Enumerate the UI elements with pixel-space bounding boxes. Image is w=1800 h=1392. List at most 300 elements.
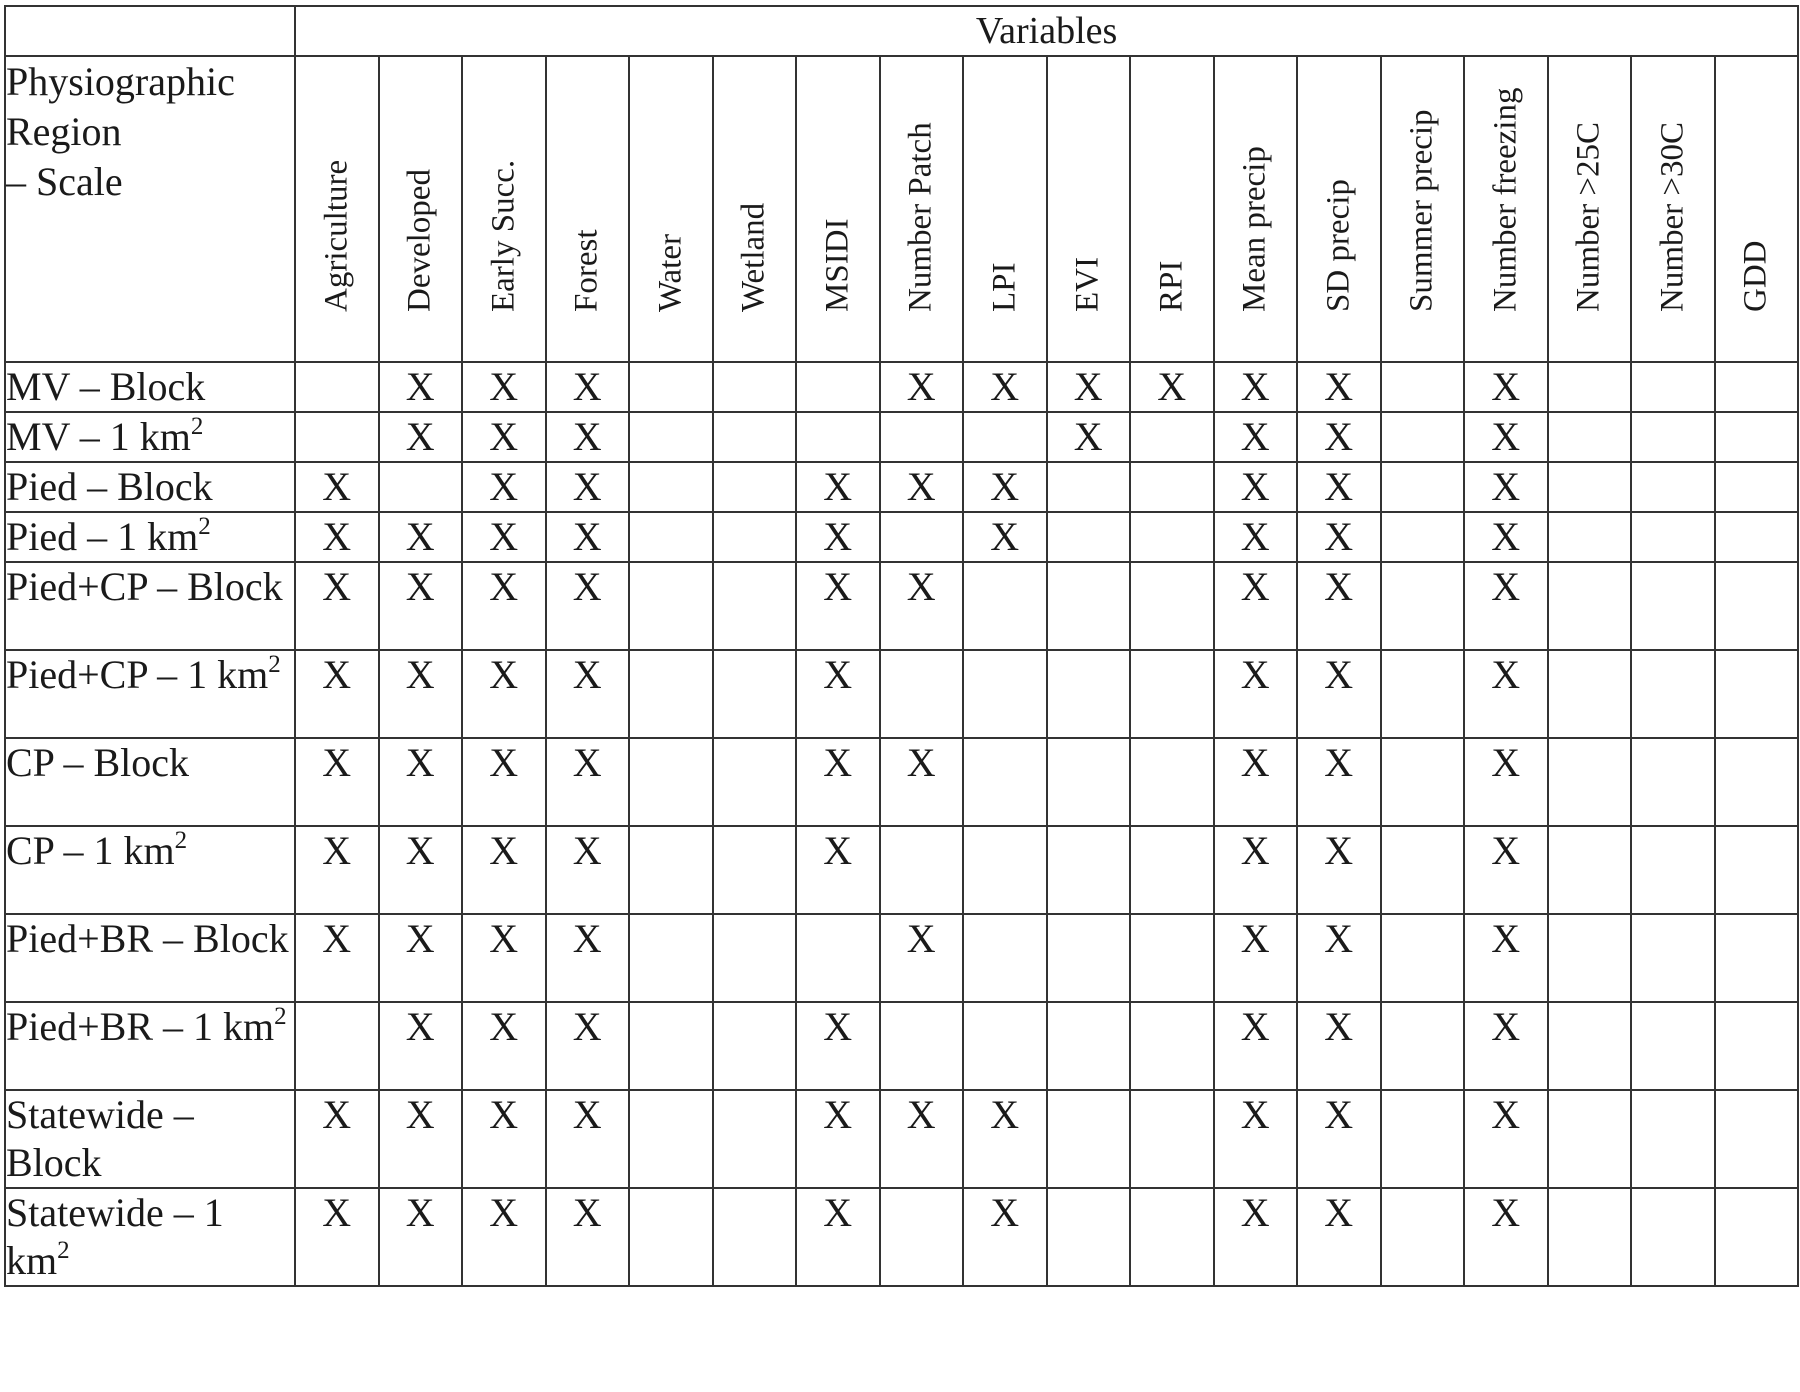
region-scale-cell bbox=[5, 412, 295, 462]
mark-cell-gdd bbox=[1715, 412, 1799, 462]
col-header-label: Number >30C bbox=[1654, 121, 1691, 312]
superscript: 2 bbox=[198, 513, 211, 540]
mark-cell-evi bbox=[1047, 914, 1131, 1002]
x-mark: X bbox=[1073, 414, 1103, 459]
region-scale-header: Physiographic Region – Scale bbox=[5, 56, 295, 362]
mark-cell-rpi bbox=[1130, 826, 1214, 914]
mark-cell-gdd bbox=[1715, 512, 1799, 562]
x-mark: X bbox=[1491, 652, 1521, 697]
column-header-row bbox=[5, 56, 1798, 362]
mark-cell-msidi bbox=[796, 462, 880, 512]
x-mark: X bbox=[823, 1092, 853, 1137]
mark-cell-summer-precip bbox=[1381, 362, 1465, 412]
region-scale-label: Pied+CP – 1 km bbox=[6, 652, 269, 697]
x-mark: X bbox=[322, 464, 352, 509]
mark-cell-forest bbox=[546, 1002, 630, 1090]
col-header-early-succ bbox=[462, 56, 546, 362]
mark-cell-gdd bbox=[1715, 1090, 1799, 1188]
mark-cell-developed bbox=[379, 1090, 463, 1188]
mark-cell-number-freezing bbox=[1464, 914, 1548, 1002]
mark-cell-water bbox=[629, 1188, 713, 1286]
x-mark: X bbox=[405, 514, 435, 559]
mark-cell-agriculture bbox=[295, 362, 379, 412]
x-mark: X bbox=[489, 464, 519, 509]
region-scale-label: Pied+CP – Block bbox=[6, 564, 283, 609]
region-scale-cell bbox=[5, 1002, 295, 1090]
x-mark: X bbox=[1324, 464, 1354, 509]
x-mark: X bbox=[823, 1190, 853, 1235]
table-row bbox=[5, 1002, 1798, 1090]
mark-cell-number-gt-30c bbox=[1631, 650, 1715, 738]
mark-cell-lpi bbox=[963, 1188, 1047, 1286]
region-scale-label: CP – 1 km bbox=[6, 828, 175, 873]
x-mark: X bbox=[489, 1190, 519, 1235]
mark-cell-lpi bbox=[963, 512, 1047, 562]
mark-cell-gdd bbox=[1715, 826, 1799, 914]
mark-cell-agriculture bbox=[295, 650, 379, 738]
x-mark: X bbox=[489, 916, 519, 961]
x-mark: X bbox=[906, 1092, 936, 1137]
mark-cell-summer-precip bbox=[1381, 650, 1465, 738]
mark-cell-number-patch bbox=[880, 650, 964, 738]
mark-cell-water bbox=[629, 362, 713, 412]
col-header-label: EVI bbox=[1069, 257, 1106, 312]
mark-cell-lpi bbox=[963, 826, 1047, 914]
mark-cell-number-gt-30c bbox=[1631, 914, 1715, 1002]
col-header-water bbox=[629, 56, 713, 362]
mark-cell-developed bbox=[379, 462, 463, 512]
x-mark: X bbox=[906, 564, 936, 609]
col-header-label: LPI bbox=[986, 262, 1023, 312]
mark-cell-mean-precip bbox=[1214, 738, 1298, 826]
mark-cell-sd-precip bbox=[1297, 650, 1381, 738]
x-mark: X bbox=[405, 1190, 435, 1235]
mark-cell-water bbox=[629, 914, 713, 1002]
col-header-summer-precip bbox=[1381, 56, 1465, 362]
x-mark: X bbox=[405, 916, 435, 961]
x-mark: X bbox=[572, 828, 602, 873]
mark-cell-agriculture bbox=[295, 562, 379, 650]
x-mark: X bbox=[405, 1004, 435, 1049]
x-mark: X bbox=[1491, 1092, 1521, 1137]
region-scale-label: CP – Block bbox=[6, 740, 189, 785]
mark-cell-gdd bbox=[1715, 1188, 1799, 1286]
mark-cell-sd-precip bbox=[1297, 412, 1381, 462]
mark-cell-summer-precip bbox=[1381, 914, 1465, 1002]
mark-cell-wetland bbox=[713, 826, 797, 914]
mark-cell-sd-precip bbox=[1297, 1002, 1381, 1090]
x-mark: X bbox=[823, 564, 853, 609]
mark-cell-number-freezing bbox=[1464, 512, 1548, 562]
mark-cell-number-gt-25c bbox=[1548, 650, 1632, 738]
x-mark: X bbox=[1491, 916, 1521, 961]
col-header-label: RPI bbox=[1153, 260, 1190, 312]
mark-cell-rpi bbox=[1130, 512, 1214, 562]
region-scale-cell bbox=[5, 512, 295, 562]
mark-cell-early-succ bbox=[462, 412, 546, 462]
mark-cell-agriculture bbox=[295, 1188, 379, 1286]
mark-cell-number-gt-25c bbox=[1548, 412, 1632, 462]
x-mark: X bbox=[489, 652, 519, 697]
x-mark: X bbox=[1491, 464, 1521, 509]
mark-cell-number-gt-30c bbox=[1631, 826, 1715, 914]
x-mark: X bbox=[322, 1190, 352, 1235]
mark-cell-rpi bbox=[1130, 1090, 1214, 1188]
mark-cell-number-gt-30c bbox=[1631, 412, 1715, 462]
x-mark: X bbox=[405, 652, 435, 697]
region-scale-cell bbox=[5, 362, 295, 412]
mark-cell-gdd bbox=[1715, 462, 1799, 512]
mark-cell-msidi bbox=[796, 512, 880, 562]
col-header-label: Number Patch bbox=[902, 122, 939, 312]
region-scale-label: Pied – Block bbox=[6, 464, 213, 509]
mark-cell-sd-precip bbox=[1297, 826, 1381, 914]
mark-cell-number-freezing bbox=[1464, 1002, 1548, 1090]
mark-cell-number-gt-30c bbox=[1631, 1188, 1715, 1286]
x-mark: X bbox=[489, 828, 519, 873]
x-mark: X bbox=[1240, 828, 1270, 873]
mark-cell-number-gt-30c bbox=[1631, 362, 1715, 412]
mark-cell-forest bbox=[546, 362, 630, 412]
mark-cell-rpi bbox=[1130, 412, 1214, 462]
table-row bbox=[5, 362, 1798, 412]
mark-cell-msidi bbox=[796, 412, 880, 462]
superscript: 2 bbox=[274, 1003, 287, 1030]
mark-cell-agriculture bbox=[295, 1002, 379, 1090]
x-mark: X bbox=[1491, 564, 1521, 609]
x-mark: X bbox=[906, 740, 936, 785]
x-mark: X bbox=[405, 564, 435, 609]
x-mark: X bbox=[572, 414, 602, 459]
mark-cell-early-succ bbox=[462, 462, 546, 512]
mark-cell-number-freezing bbox=[1464, 1188, 1548, 1286]
x-mark: X bbox=[572, 364, 602, 409]
mark-cell-developed bbox=[379, 914, 463, 1002]
col-header-gdd bbox=[1715, 56, 1799, 362]
superscript: 2 bbox=[57, 1237, 70, 1264]
col-header-label: Early Succ. bbox=[485, 159, 522, 312]
mark-cell-msidi bbox=[796, 914, 880, 1002]
mark-cell-sd-precip bbox=[1297, 562, 1381, 650]
mark-cell-mean-precip bbox=[1214, 562, 1298, 650]
superscript: 2 bbox=[174, 827, 188, 854]
mark-cell-number-gt-25c bbox=[1548, 1188, 1632, 1286]
x-mark: X bbox=[990, 1092, 1020, 1137]
x-mark: X bbox=[1240, 364, 1270, 409]
x-mark: X bbox=[1240, 916, 1270, 961]
mark-cell-forest bbox=[546, 738, 630, 826]
mark-cell-number-gt-30c bbox=[1631, 1090, 1715, 1188]
mark-cell-msidi bbox=[796, 362, 880, 412]
mark-cell-gdd bbox=[1715, 1002, 1799, 1090]
mark-cell-mean-precip bbox=[1214, 362, 1298, 412]
mark-cell-early-succ bbox=[462, 914, 546, 1002]
mark-cell-evi bbox=[1047, 650, 1131, 738]
x-mark: X bbox=[1240, 414, 1270, 459]
mark-cell-evi bbox=[1047, 826, 1131, 914]
mark-cell-evi bbox=[1047, 1188, 1131, 1286]
variables-table bbox=[4, 5, 1799, 1287]
mark-cell-msidi bbox=[796, 826, 880, 914]
x-mark: X bbox=[1240, 1190, 1270, 1235]
mark-cell-early-succ bbox=[462, 650, 546, 738]
mark-cell-gdd bbox=[1715, 362, 1799, 412]
x-mark: X bbox=[1491, 828, 1521, 873]
mark-cell-number-freezing bbox=[1464, 462, 1548, 512]
x-mark: X bbox=[405, 740, 435, 785]
superscript: 2 bbox=[268, 651, 281, 678]
mark-cell-early-succ bbox=[462, 1090, 546, 1188]
x-mark: X bbox=[823, 652, 853, 697]
mark-cell-rpi bbox=[1130, 738, 1214, 826]
mark-cell-number-freezing bbox=[1464, 826, 1548, 914]
mark-cell-number-patch bbox=[880, 914, 964, 1002]
mark-cell-mean-precip bbox=[1214, 412, 1298, 462]
mark-cell-summer-precip bbox=[1381, 512, 1465, 562]
mark-cell-sd-precip bbox=[1297, 914, 1381, 1002]
mark-cell-number-gt-25c bbox=[1548, 1002, 1632, 1090]
mark-cell-wetland bbox=[713, 362, 797, 412]
mark-cell-water bbox=[629, 462, 713, 512]
mark-cell-mean-precip bbox=[1214, 1002, 1298, 1090]
mark-cell-number-gt-30c bbox=[1631, 462, 1715, 512]
variables-label: Variables bbox=[295, 6, 1798, 56]
mark-cell-summer-precip bbox=[1381, 1188, 1465, 1286]
x-mark: X bbox=[1491, 414, 1521, 459]
mark-cell-lpi bbox=[963, 1090, 1047, 1188]
x-mark: X bbox=[990, 1190, 1020, 1235]
mark-cell-number-freezing bbox=[1464, 1090, 1548, 1188]
x-mark: X bbox=[1324, 364, 1354, 409]
col-header-mean-precip bbox=[1214, 56, 1298, 362]
col-header-forest bbox=[546, 56, 630, 362]
mark-cell-rpi bbox=[1130, 462, 1214, 512]
mark-cell-sd-precip bbox=[1297, 462, 1381, 512]
x-mark: X bbox=[1240, 652, 1270, 697]
x-mark: X bbox=[405, 364, 435, 409]
mark-cell-msidi bbox=[796, 1188, 880, 1286]
col-header-msidi bbox=[796, 56, 880, 362]
mark-cell-water bbox=[629, 738, 713, 826]
mark-cell-summer-precip bbox=[1381, 738, 1465, 826]
col-header-lpi bbox=[963, 56, 1047, 362]
mark-cell-rpi bbox=[1130, 562, 1214, 650]
mark-cell-wetland bbox=[713, 462, 797, 512]
x-mark: X bbox=[489, 414, 519, 459]
mark-cell-number-gt-25c bbox=[1548, 826, 1632, 914]
x-mark: X bbox=[572, 1092, 602, 1137]
mark-cell-rpi bbox=[1130, 1002, 1214, 1090]
mark-cell-sd-precip bbox=[1297, 512, 1381, 562]
mark-cell-agriculture bbox=[295, 462, 379, 512]
col-header-agriculture bbox=[295, 56, 379, 362]
x-mark: X bbox=[405, 414, 435, 459]
x-mark: X bbox=[572, 464, 602, 509]
mark-cell-developed bbox=[379, 362, 463, 412]
x-mark: X bbox=[990, 464, 1020, 509]
mark-cell-number-gt-25c bbox=[1548, 362, 1632, 412]
mark-cell-forest bbox=[546, 512, 630, 562]
x-mark: X bbox=[1491, 514, 1521, 559]
mark-cell-mean-precip bbox=[1214, 650, 1298, 738]
mark-cell-mean-precip bbox=[1214, 1188, 1298, 1286]
x-mark: X bbox=[1491, 740, 1521, 785]
mark-cell-evi bbox=[1047, 1090, 1131, 1188]
mark-cell-water bbox=[629, 826, 713, 914]
mark-cell-number-freezing bbox=[1464, 650, 1548, 738]
mark-cell-early-succ bbox=[462, 512, 546, 562]
col-header-developed bbox=[379, 56, 463, 362]
x-mark: X bbox=[1324, 916, 1354, 961]
mark-cell-wetland bbox=[713, 914, 797, 1002]
mark-cell-evi bbox=[1047, 512, 1131, 562]
x-mark: X bbox=[572, 514, 602, 559]
table-row bbox=[5, 826, 1798, 914]
col-header-label: Developed bbox=[401, 169, 438, 312]
x-mark: X bbox=[990, 514, 1020, 559]
col-header-label: Mean precip bbox=[1236, 146, 1273, 312]
x-mark: X bbox=[1491, 1190, 1521, 1235]
x-mark: X bbox=[572, 652, 602, 697]
mark-cell-early-succ bbox=[462, 1188, 546, 1286]
mark-cell-number-gt-25c bbox=[1548, 512, 1632, 562]
mark-cell-summer-precip bbox=[1381, 412, 1465, 462]
mark-cell-lpi bbox=[963, 914, 1047, 1002]
mark-cell-water bbox=[629, 1090, 713, 1188]
x-mark: X bbox=[322, 1092, 352, 1137]
mark-cell-number-freezing bbox=[1464, 362, 1548, 412]
mark-cell-msidi bbox=[796, 1090, 880, 1188]
mark-cell-number-gt-25c bbox=[1548, 462, 1632, 512]
mark-cell-agriculture bbox=[295, 512, 379, 562]
mark-cell-agriculture bbox=[295, 738, 379, 826]
mark-cell-mean-precip bbox=[1214, 1090, 1298, 1188]
x-mark: X bbox=[322, 564, 352, 609]
superscript: 2 bbox=[190, 413, 204, 440]
mark-cell-number-patch bbox=[880, 362, 964, 412]
mark-cell-developed bbox=[379, 826, 463, 914]
table-row bbox=[5, 412, 1798, 462]
mark-cell-number-gt-30c bbox=[1631, 1002, 1715, 1090]
mark-cell-gdd bbox=[1715, 562, 1799, 650]
col-header-label: Forest bbox=[568, 229, 605, 312]
mark-cell-sd-precip bbox=[1297, 362, 1381, 412]
x-mark: X bbox=[823, 514, 853, 559]
x-mark: X bbox=[990, 364, 1020, 409]
mark-cell-lpi bbox=[963, 412, 1047, 462]
mark-cell-mean-precip bbox=[1214, 462, 1298, 512]
mark-cell-msidi bbox=[796, 562, 880, 650]
col-header-label: GDD bbox=[1737, 240, 1774, 312]
x-mark: X bbox=[1324, 564, 1354, 609]
col-header-label: Summer precip bbox=[1403, 109, 1440, 312]
mark-cell-summer-precip bbox=[1381, 1090, 1465, 1188]
x-mark: X bbox=[823, 464, 853, 509]
mark-cell-wetland bbox=[713, 512, 797, 562]
col-header-label: Water bbox=[652, 234, 689, 312]
mark-cell-wetland bbox=[713, 738, 797, 826]
mark-cell-rpi bbox=[1130, 362, 1214, 412]
mark-cell-lpi bbox=[963, 562, 1047, 650]
corner-cell bbox=[5, 6, 295, 56]
x-mark: X bbox=[322, 916, 352, 961]
mark-cell-water bbox=[629, 650, 713, 738]
x-mark: X bbox=[1324, 1092, 1354, 1137]
x-mark: X bbox=[1240, 514, 1270, 559]
mark-cell-number-gt-30c bbox=[1631, 562, 1715, 650]
mark-cell-rpi bbox=[1130, 1188, 1214, 1286]
x-mark: X bbox=[1324, 740, 1354, 785]
col-header-label: Number freezing bbox=[1487, 87, 1524, 312]
x-mark: X bbox=[906, 916, 936, 961]
mark-cell-summer-precip bbox=[1381, 462, 1465, 512]
mark-cell-number-freezing bbox=[1464, 738, 1548, 826]
mark-cell-early-succ bbox=[462, 1002, 546, 1090]
x-mark: X bbox=[322, 828, 352, 873]
x-mark: X bbox=[906, 464, 936, 509]
table-row bbox=[5, 1188, 1798, 1286]
mark-cell-summer-precip bbox=[1381, 1002, 1465, 1090]
mark-cell-evi bbox=[1047, 462, 1131, 512]
col-header-label: Wetland bbox=[735, 202, 772, 312]
mark-cell-rpi bbox=[1130, 914, 1214, 1002]
table-row bbox=[5, 1090, 1798, 1188]
x-mark: X bbox=[1240, 740, 1270, 785]
mark-cell-rpi bbox=[1130, 650, 1214, 738]
col-header-number-freezing bbox=[1464, 56, 1548, 362]
region-scale-cell bbox=[5, 738, 295, 826]
col-header-wetland bbox=[713, 56, 797, 362]
region-scale-label: Statewide – Block bbox=[6, 1092, 194, 1185]
x-mark: X bbox=[489, 514, 519, 559]
mark-cell-gdd bbox=[1715, 914, 1799, 1002]
x-mark: X bbox=[572, 564, 602, 609]
mark-cell-developed bbox=[379, 512, 463, 562]
mark-cell-number-patch bbox=[880, 562, 964, 650]
mark-cell-gdd bbox=[1715, 738, 1799, 826]
mark-cell-number-gt-30c bbox=[1631, 738, 1715, 826]
mark-cell-evi bbox=[1047, 562, 1131, 650]
col-header-label: Number >25C bbox=[1570, 121, 1607, 312]
x-mark: X bbox=[1324, 1190, 1354, 1235]
col-header-number-gt-30c bbox=[1631, 56, 1715, 362]
col-header-number-gt-25c bbox=[1548, 56, 1632, 362]
mark-cell-wetland bbox=[713, 562, 797, 650]
mark-cell-lpi bbox=[963, 362, 1047, 412]
mark-cell-developed bbox=[379, 738, 463, 826]
x-mark: X bbox=[489, 740, 519, 785]
region-scale-label: Pied – 1 km bbox=[6, 514, 199, 559]
x-mark: X bbox=[1157, 364, 1187, 409]
x-mark: X bbox=[322, 652, 352, 697]
col-header-evi bbox=[1047, 56, 1131, 362]
col-header-label: MSIDI bbox=[819, 218, 856, 312]
x-mark: X bbox=[405, 828, 435, 873]
mark-cell-wetland bbox=[713, 650, 797, 738]
x-mark: X bbox=[489, 1092, 519, 1137]
mark-cell-evi bbox=[1047, 738, 1131, 826]
x-mark: X bbox=[906, 364, 936, 409]
mark-cell-summer-precip bbox=[1381, 562, 1465, 650]
mark-cell-forest bbox=[546, 1090, 630, 1188]
mark-cell-agriculture bbox=[295, 826, 379, 914]
mark-cell-number-gt-30c bbox=[1631, 512, 1715, 562]
table-row bbox=[5, 914, 1798, 1002]
x-mark: X bbox=[572, 740, 602, 785]
mark-cell-early-succ bbox=[462, 362, 546, 412]
mark-cell-forest bbox=[546, 412, 630, 462]
x-mark: X bbox=[1324, 652, 1354, 697]
